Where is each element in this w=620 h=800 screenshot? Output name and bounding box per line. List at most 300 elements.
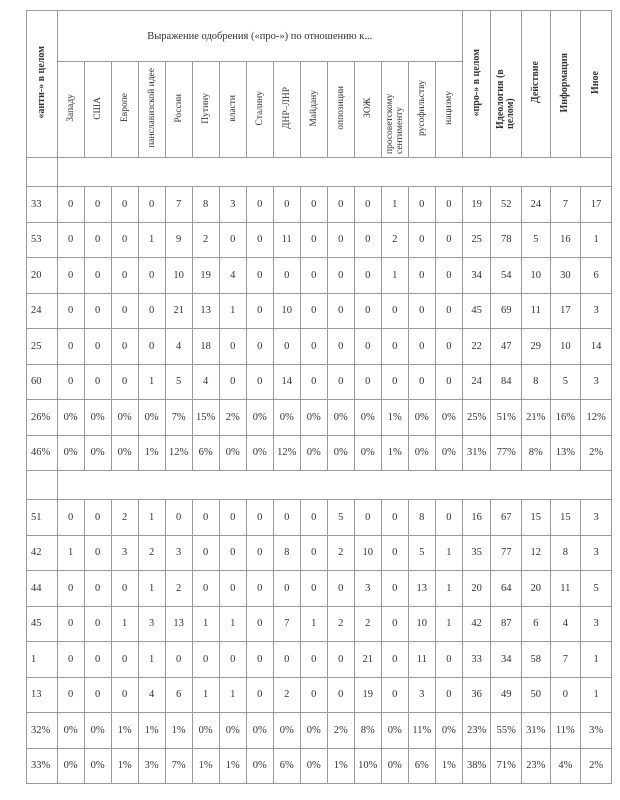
table-cell: 5 bbox=[581, 571, 612, 607]
table-cell: 6% bbox=[273, 748, 300, 784]
table-cell: 33 bbox=[462, 642, 491, 678]
table-cell: 1 bbox=[581, 677, 612, 713]
table-cell: 0% bbox=[57, 400, 84, 436]
table-cell: 0 bbox=[435, 293, 462, 329]
table-cell: 34 bbox=[491, 642, 522, 678]
table-cell: 0 bbox=[327, 222, 354, 258]
table-cell: 0 bbox=[111, 293, 138, 329]
table-cell: 7 bbox=[165, 187, 192, 223]
target-header: просоветскому сентименту bbox=[381, 62, 408, 158]
table-cell: 25 bbox=[462, 222, 491, 258]
approval-title: Выражение одобрения («про-») по отношению к... bbox=[57, 11, 462, 62]
table-cell: 0 bbox=[273, 258, 300, 294]
table-cell: 3 bbox=[581, 606, 612, 642]
table-cell: 1% bbox=[111, 748, 138, 784]
table-cell: 0 bbox=[219, 329, 246, 365]
target-header: ДНР–ЛНР bbox=[273, 62, 300, 158]
table-cell: 19 bbox=[354, 677, 381, 713]
table-row bbox=[27, 642, 612, 678]
table-cell: 0 bbox=[192, 642, 219, 678]
table-cell: 25 bbox=[27, 329, 58, 365]
table-cell: 0 bbox=[327, 364, 354, 400]
table-cell: 1 bbox=[138, 571, 165, 607]
table-row bbox=[27, 364, 612, 400]
table-cell: 0 bbox=[327, 329, 354, 365]
table-cell: 0 bbox=[408, 187, 435, 223]
table-cell: 0% bbox=[219, 713, 246, 749]
table-cell: 42 bbox=[462, 606, 491, 642]
table-cell: 0 bbox=[408, 329, 435, 365]
table-cell: 4% bbox=[550, 748, 581, 784]
ideology-header: Идеология (в целом) bbox=[491, 11, 522, 158]
table-row bbox=[27, 435, 612, 471]
table-cell: 0 bbox=[354, 500, 381, 536]
table-cell: 21% bbox=[522, 400, 551, 436]
table-cell: 0 bbox=[354, 364, 381, 400]
table-cell: 10 bbox=[408, 606, 435, 642]
table-cell: 0 bbox=[57, 642, 84, 678]
table-cell: 0 bbox=[165, 500, 192, 536]
pro-total-header: «про-» в целом bbox=[462, 11, 491, 158]
target-header: Майдану bbox=[300, 62, 327, 158]
table-cell: 1% bbox=[165, 713, 192, 749]
table-cell: 1 bbox=[300, 606, 327, 642]
table-cell: 3 bbox=[581, 364, 612, 400]
table-cell: 0% bbox=[273, 400, 300, 436]
table-cell: 4 bbox=[192, 364, 219, 400]
table-cell: 0 bbox=[192, 500, 219, 536]
table-cell: 0 bbox=[246, 364, 273, 400]
table-cell: 0 bbox=[381, 293, 408, 329]
table-cell: 58 bbox=[522, 642, 551, 678]
table-cell: 2% bbox=[219, 400, 246, 436]
table-cell: 20 bbox=[462, 571, 491, 607]
table-cell: 3% bbox=[138, 748, 165, 784]
table-cell: 0 bbox=[327, 571, 354, 607]
table-cell: 0% bbox=[84, 435, 111, 471]
table-cell: 11 bbox=[273, 222, 300, 258]
table-cell: 0% bbox=[381, 713, 408, 749]
table-cell: 0 bbox=[219, 364, 246, 400]
table-cell: 11% bbox=[408, 713, 435, 749]
table-cell: 0 bbox=[57, 571, 84, 607]
table-cell: 7% bbox=[165, 748, 192, 784]
table-cell: 0 bbox=[138, 187, 165, 223]
table-cell: 0 bbox=[300, 258, 327, 294]
table-cell: 0% bbox=[111, 400, 138, 436]
table-cell: 0 bbox=[84, 535, 111, 571]
table-cell: 8 bbox=[192, 187, 219, 223]
table-cell: 5 bbox=[327, 500, 354, 536]
table-cell: 3 bbox=[581, 535, 612, 571]
table-cell: 2 bbox=[327, 535, 354, 571]
table-cell: 55% bbox=[491, 713, 522, 749]
table-cell: 7 bbox=[550, 642, 581, 678]
table-cell: 0 bbox=[246, 606, 273, 642]
table-cell: 0 bbox=[246, 258, 273, 294]
table-cell: 23% bbox=[462, 713, 491, 749]
table-cell: 0 bbox=[84, 606, 111, 642]
table-cell: 0% bbox=[435, 400, 462, 436]
table-cell: 5 bbox=[165, 364, 192, 400]
table-cell: 12% bbox=[581, 400, 612, 436]
table-cell: 33 bbox=[27, 187, 58, 223]
table-cell: 1 bbox=[192, 677, 219, 713]
anti-total-header: «анти-» в целом bbox=[27, 11, 58, 158]
table-cell: 0% bbox=[57, 713, 84, 749]
table-cell: 14 bbox=[581, 329, 612, 365]
table-cell: 0% bbox=[435, 435, 462, 471]
table-cell: 0 bbox=[57, 258, 84, 294]
table-cell: 13 bbox=[27, 677, 58, 713]
target-header: нацизму bbox=[435, 62, 462, 158]
table-cell: 4 bbox=[165, 329, 192, 365]
table-cell: 49 bbox=[491, 677, 522, 713]
table-cell: 51 bbox=[27, 500, 58, 536]
table-cell: 60 bbox=[27, 364, 58, 400]
table-cell: 0% bbox=[327, 435, 354, 471]
table-cell: 77 bbox=[491, 535, 522, 571]
table-cell: 0 bbox=[57, 187, 84, 223]
table-cell: 0 bbox=[57, 222, 84, 258]
table-cell: 46% bbox=[27, 435, 58, 471]
table-cell: 45 bbox=[27, 606, 58, 642]
table-cell: 51% bbox=[491, 400, 522, 436]
table-cell: 33% bbox=[27, 748, 58, 784]
table-cell: 52 bbox=[491, 187, 522, 223]
table-cell: 0 bbox=[219, 535, 246, 571]
table-cell: 0 bbox=[300, 677, 327, 713]
table-cell: 4 bbox=[550, 606, 581, 642]
table-cell: 24 bbox=[522, 187, 551, 223]
target-header: России bbox=[165, 62, 192, 158]
table-cell: 3 bbox=[138, 606, 165, 642]
table-cell: 64 bbox=[491, 571, 522, 607]
table-cell: 0 bbox=[57, 606, 84, 642]
table-cell: 34 bbox=[462, 258, 491, 294]
table-cell: 4 bbox=[219, 258, 246, 294]
table-cell: 1 bbox=[381, 258, 408, 294]
table-cell: 1 bbox=[219, 293, 246, 329]
table-cell: 0 bbox=[246, 535, 273, 571]
table-cell: 0 bbox=[300, 329, 327, 365]
table-cell: 8 bbox=[550, 535, 581, 571]
table-cell: 16 bbox=[462, 500, 491, 536]
table-cell: 1% bbox=[381, 400, 408, 436]
target-header: Путину bbox=[192, 62, 219, 158]
section-divider-1 bbox=[27, 158, 612, 187]
information-header: Информация bbox=[550, 11, 581, 158]
table-cell: 0 bbox=[246, 329, 273, 365]
table-cell: 0 bbox=[435, 364, 462, 400]
table-cell: 15% bbox=[192, 400, 219, 436]
table-cell: 0 bbox=[138, 293, 165, 329]
table-cell: 0 bbox=[300, 187, 327, 223]
table-cell: 30 bbox=[550, 258, 581, 294]
table-cell: 0% bbox=[246, 435, 273, 471]
table-cell: 0 bbox=[219, 571, 246, 607]
table-cell: 12% bbox=[273, 435, 300, 471]
table-cell: 0 bbox=[192, 535, 219, 571]
table-cell: 0 bbox=[354, 329, 381, 365]
table-cell: 0 bbox=[219, 222, 246, 258]
table-cell: 32% bbox=[27, 713, 58, 749]
table-cell: 0 bbox=[354, 187, 381, 223]
table-row bbox=[27, 258, 612, 294]
table-cell: 0 bbox=[84, 329, 111, 365]
table-cell: 16% bbox=[550, 400, 581, 436]
table-cell: 0% bbox=[327, 400, 354, 436]
table-cell: 0 bbox=[246, 500, 273, 536]
table-cell: 6 bbox=[522, 606, 551, 642]
table-cell: 0 bbox=[219, 642, 246, 678]
table-cell: 3 bbox=[354, 571, 381, 607]
table-cell: 0 bbox=[300, 571, 327, 607]
table-cell: 0 bbox=[57, 677, 84, 713]
table-cell: 4 bbox=[138, 677, 165, 713]
table-cell: 0 bbox=[57, 329, 84, 365]
table-cell: 0 bbox=[300, 500, 327, 536]
table-cell: 8% bbox=[354, 713, 381, 749]
table-cell: 0 bbox=[57, 500, 84, 536]
table-cell: 16 bbox=[550, 222, 581, 258]
table-cell: 0 bbox=[354, 293, 381, 329]
table-cell: 0% bbox=[192, 713, 219, 749]
table-row bbox=[27, 500, 612, 536]
table-cell: 17 bbox=[581, 187, 612, 223]
table-cell: 0% bbox=[408, 435, 435, 471]
table-cell: 18 bbox=[192, 329, 219, 365]
table-cell: 0 bbox=[84, 571, 111, 607]
table-cell: 3 bbox=[408, 677, 435, 713]
table-cell: 14 bbox=[273, 364, 300, 400]
table-cell: 19 bbox=[462, 187, 491, 223]
table-cell: 1% bbox=[435, 748, 462, 784]
table-cell: 0% bbox=[138, 400, 165, 436]
table-cell: 5 bbox=[550, 364, 581, 400]
table-cell: 2 bbox=[354, 606, 381, 642]
table-cell: 6 bbox=[581, 258, 612, 294]
table-cell: 0 bbox=[111, 258, 138, 294]
table-cell: 2 bbox=[111, 500, 138, 536]
table-cell: 0% bbox=[381, 748, 408, 784]
table-row bbox=[27, 606, 612, 642]
table-cell: 0 bbox=[219, 500, 246, 536]
table-cell: 0 bbox=[84, 187, 111, 223]
table-cell: 0 bbox=[246, 187, 273, 223]
table-cell: 15 bbox=[550, 500, 581, 536]
table-cell: 0 bbox=[300, 642, 327, 678]
target-header: русофильству bbox=[408, 62, 435, 158]
table-cell: 20 bbox=[522, 571, 551, 607]
table-cell: 25% bbox=[462, 400, 491, 436]
table-cell: 11 bbox=[408, 642, 435, 678]
table-cell: 5 bbox=[408, 535, 435, 571]
table-cell: 71% bbox=[491, 748, 522, 784]
target-header: панславизской идее bbox=[138, 62, 165, 158]
table-cell: 1 bbox=[381, 187, 408, 223]
table-cell: 0% bbox=[300, 748, 327, 784]
table-cell: 1 bbox=[138, 500, 165, 536]
table-cell: 0 bbox=[435, 642, 462, 678]
table-cell: 0 bbox=[381, 571, 408, 607]
other-header: Иное bbox=[581, 11, 612, 158]
table-row bbox=[27, 329, 612, 365]
table-row bbox=[27, 535, 612, 571]
table-cell: 0 bbox=[138, 329, 165, 365]
table-row bbox=[27, 222, 612, 258]
table-cell: 0 bbox=[435, 329, 462, 365]
table-cell: 1 bbox=[435, 606, 462, 642]
table-cell: 19 bbox=[192, 258, 219, 294]
table-cell: 1 bbox=[219, 606, 246, 642]
table-row bbox=[27, 571, 612, 607]
table-cell: 13% bbox=[550, 435, 581, 471]
table-cell: 0 bbox=[84, 293, 111, 329]
table-cell: 84 bbox=[491, 364, 522, 400]
table-cell: 24 bbox=[462, 364, 491, 400]
table-cell: 0 bbox=[300, 364, 327, 400]
table-cell: 0% bbox=[57, 748, 84, 784]
table-cell: 11 bbox=[522, 293, 551, 329]
table-cell: 0 bbox=[84, 222, 111, 258]
table-cell: 0 bbox=[435, 187, 462, 223]
table-cell: 1 bbox=[435, 535, 462, 571]
table-cell: 0 bbox=[84, 677, 111, 713]
table-cell: 0 bbox=[327, 187, 354, 223]
table-cell: 0 bbox=[246, 677, 273, 713]
table-cell: 3 bbox=[111, 535, 138, 571]
table-cell: 0 bbox=[111, 222, 138, 258]
table-cell: 0 bbox=[381, 364, 408, 400]
table-cell: 10 bbox=[165, 258, 192, 294]
target-header: власти bbox=[219, 62, 246, 158]
table-cell: 1 bbox=[435, 571, 462, 607]
table-cell: 0% bbox=[408, 400, 435, 436]
table-cell: 0% bbox=[84, 713, 111, 749]
table-cell: 77% bbox=[491, 435, 522, 471]
table-cell: 0 bbox=[327, 642, 354, 678]
table-cell: 0 bbox=[300, 293, 327, 329]
table-cell: 44 bbox=[27, 571, 58, 607]
table-cell: 0 bbox=[408, 258, 435, 294]
table-cell: 0 bbox=[381, 606, 408, 642]
table-cell: 87 bbox=[491, 606, 522, 642]
table-row bbox=[27, 713, 612, 749]
table-cell: 1 bbox=[581, 222, 612, 258]
table-cell: 0% bbox=[246, 748, 273, 784]
table-cell: 38% bbox=[462, 748, 491, 784]
target-header: Европе bbox=[111, 62, 138, 158]
table-cell: 0 bbox=[57, 364, 84, 400]
table-cell: 0% bbox=[435, 713, 462, 749]
table-cell: 23% bbox=[522, 748, 551, 784]
table-cell: 0% bbox=[354, 435, 381, 471]
table-cell: 10 bbox=[273, 293, 300, 329]
table-cell: 8 bbox=[408, 500, 435, 536]
table-cell: 2% bbox=[581, 435, 612, 471]
table-cell: 54 bbox=[491, 258, 522, 294]
table-cell: 1% bbox=[138, 713, 165, 749]
table-cell: 21 bbox=[165, 293, 192, 329]
table-row bbox=[27, 677, 612, 713]
table-cell: 0 bbox=[111, 571, 138, 607]
table-cell: 0 bbox=[273, 642, 300, 678]
table-cell: 0 bbox=[273, 329, 300, 365]
table-cell: 2 bbox=[165, 571, 192, 607]
table-cell: 1 bbox=[219, 677, 246, 713]
table-cell: 7% bbox=[165, 400, 192, 436]
table-cell: 0 bbox=[138, 258, 165, 294]
table-cell: 10% bbox=[354, 748, 381, 784]
table-cell: 0 bbox=[246, 222, 273, 258]
table-cell: 8 bbox=[522, 364, 551, 400]
table-cell: 0 bbox=[327, 258, 354, 294]
table-cell: 2% bbox=[327, 713, 354, 749]
table-cell: 0 bbox=[381, 329, 408, 365]
table-cell: 0% bbox=[84, 400, 111, 436]
table-cell: 0 bbox=[84, 500, 111, 536]
table-cell: 0 bbox=[354, 222, 381, 258]
table-cell: 1 bbox=[138, 222, 165, 258]
table-cell: 0 bbox=[246, 571, 273, 607]
table-cell: 22 bbox=[462, 329, 491, 365]
table-cell: 0 bbox=[381, 500, 408, 536]
table-cell: 7 bbox=[550, 187, 581, 223]
table-cell: 1 bbox=[581, 642, 612, 678]
table-cell: 6% bbox=[192, 435, 219, 471]
table-cell: 1 bbox=[138, 364, 165, 400]
table-cell: 1% bbox=[381, 435, 408, 471]
table-cell: 0% bbox=[84, 748, 111, 784]
table-cell: 10 bbox=[354, 535, 381, 571]
table-cell: 1 bbox=[192, 606, 219, 642]
table-cell: 3 bbox=[581, 293, 612, 329]
table-cell: 0% bbox=[300, 435, 327, 471]
table-cell: 35 bbox=[462, 535, 491, 571]
table-cell: 0 bbox=[408, 364, 435, 400]
table-cell: 3% bbox=[581, 713, 612, 749]
table-cell: 0 bbox=[192, 571, 219, 607]
table-row bbox=[27, 748, 612, 784]
table-cell: 1% bbox=[219, 748, 246, 784]
table-cell: 0 bbox=[327, 677, 354, 713]
table-cell: 0 bbox=[408, 222, 435, 258]
table-cell: 2 bbox=[192, 222, 219, 258]
table-cell: 2 bbox=[327, 606, 354, 642]
table-cell: 0% bbox=[246, 713, 273, 749]
table-cell: 2 bbox=[138, 535, 165, 571]
table-cell: 0 bbox=[273, 571, 300, 607]
target-header: оппозиции bbox=[327, 62, 354, 158]
table-cell: 0 bbox=[435, 222, 462, 258]
table-cell: 1 bbox=[57, 535, 84, 571]
table-cell: 1 bbox=[138, 642, 165, 678]
table-cell: 13 bbox=[408, 571, 435, 607]
table-cell: 67 bbox=[491, 500, 522, 536]
table-cell: 0% bbox=[246, 400, 273, 436]
table-cell: 9 bbox=[165, 222, 192, 258]
table-cell: 0 bbox=[165, 642, 192, 678]
table-cell: 0 bbox=[246, 642, 273, 678]
table-cell: 12% bbox=[165, 435, 192, 471]
table-cell: 20 bbox=[27, 258, 58, 294]
target-header: США bbox=[84, 62, 111, 158]
action-header: Действие bbox=[522, 11, 551, 158]
table-cell: 0 bbox=[354, 258, 381, 294]
table-cell: 78 bbox=[491, 222, 522, 258]
table-cell: 1 bbox=[27, 642, 58, 678]
